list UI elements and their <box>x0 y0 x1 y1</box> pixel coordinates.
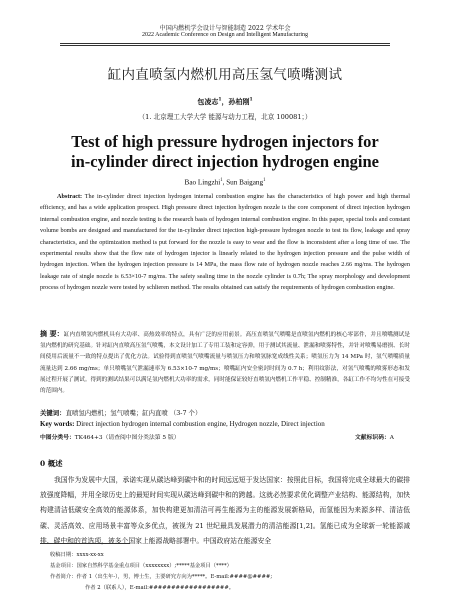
abstract-en <box>40 191 410 294</box>
keywords-en <box>40 420 410 428</box>
title-en-line-1: Test of high pressure hydrogen injectors for <box>71 132 379 151</box>
section-heading: 0 概述 <box>40 459 63 468</box>
abstract-zh-text: 缸内直喷氢内燃机具有大功率、高热效率的特点，具有广泛的应用前景。高压直喷氢气喷嘴是直喷氢内燃机的核心零部件，并且喷嘴测试是氢内燃机的研究基础。针对缸内直喷高压氢气喷嘴，本文设计加工了专用工装和定容弹，用于测试其流量、泄漏和喷雾特性，并针对喷嘴易磨损、长时间使用后流量不一致的特点提出了优化方法。试验得到直喷氢气喷嘴流量与喷氢压力和喷氢脉宽成线性关系；喷氢压力为 14 MPa 时，氢气喷嘴质量流量达到 2.66 mg/ms；单只喷嘴氢气泄漏速率为 6.53×10-7 mg/ms；喷嘴缸内安全密封时间为 0.7 h；利用纹影法，对氢气喷嘴的喷雾形态和发展过程开展了测试。得到的测试结果可以满足氢内燃机大功率的需求，同时能保证较好直喷氢内燃机工作平稳、控制精准，各缸工作不均匀性在可接受的范围内。 <box>40 332 410 395</box>
author-2-zh-affil: 1 <box>249 97 253 103</box>
keywords-zh-text: 直喷氢内燃机；氢气喷嘴；缸内直喷 （3-7 个） <box>65 409 202 417</box>
footnote-author-info-2: 作者 2（联系人），E-mail:##################。 <box>85 585 235 591</box>
document-code-value: A <box>389 435 394 441</box>
keywords-en-label: Key words: <box>40 420 75 428</box>
author-separator-en: , <box>222 178 227 187</box>
author-1-zh: 包凌志 <box>197 97 219 106</box>
footnote-author-info: 作者简介：作者 1（出生年-），男，博士生，主要研究方向为*****。E-mail:####@####; <box>50 574 273 580</box>
abstract-zh <box>40 328 410 397</box>
keywords-zh <box>40 408 410 417</box>
conference-header-zh: 中国内燃机学会设计与智能制造 2022 学术年会 <box>159 25 291 32</box>
author-1-en: Bao Lingzhi <box>184 178 221 187</box>
footnote-received: 收稿日期：xxxx-xx-xx <box>50 552 104 558</box>
abstract-zh-label: 摘 要： <box>40 329 64 338</box>
header-rule-bottom <box>60 45 390 46</box>
section-body: 我国作为发展中大国，承诺实现从碳达峰到碳中和的时间远远短于发达国家：按照此目标，我国将完成全球最大的碳排放强度降幅，并用全球历史上的最短时间实现从碳达峰到碳中和的跨越。这就必然要求优化调整产业结构、能源结构，加快构建清洁低碳安全高效的能源体系，加快构建更加清洁可再生能源为主的能源发展新格局，而氢能因为来源多样、清洁低碳、灵活高效、应用场景丰富等众多优点，被视为 21 世纪最具发展潜力的清洁能源[1,2]。氢能已成为全球新一轮能源减排、碳中和的首选项，被多个国家上能源战略部署中。中国政府站在能源安全 <box>40 476 410 545</box>
title-en-line-2: in-cylinder direct injection hydrogen engine <box>71 152 379 171</box>
title-zh: 缸内直喷氢内燃机用高压氢气喷嘴测试 <box>107 67 343 83</box>
keywords-en-text: Direct injection hydrogen internal combustion engine, Hydrogen nozzle, Direct injection <box>76 420 325 428</box>
author-2-en-affil: 1 <box>263 178 266 183</box>
abstract-en-text: The in-cylinder direct injection hydrogen internal combustion engine has the characteristics of high power and high thermal efficiency, and has a wide application prospect. High pressure direct injection hydrogen nozzle is the core component of direct injection hydrogen internal combustion engine, and nozzle testing is the research basis of hydrogen internal combustion engine. In this paper, special tools and constant volume bombs are designed and manufactured for the in-cylinder direct injection high-pressure hydrogen nozzle to test its flow, leakage and spray characteristics, and the optimization method is put forward for the nozzle is easy to wear and the flow is inconsistent after a long time of use. The experimental results show that the flow rate of hydrogen injector is linearly related to the hydrogen injection pressure and the pulse width of hydrogen injection. When the hydrogen injection pressure is 14 MPa, the mass flow rate of hydrogen nozzle reaches 2.66 mg/ms. The hydrogen leakage rate of single nozzle is 6.53×10-7 mg/ms. The safety sealing time in the nozzle cylinder is 0.7h; The spray morphology and development process of hydrogen nozzle were tested by schlieren method. The results obtained can satisfy the requirements of hydrogen combustion engine. <box>40 193 410 292</box>
classification-row <box>40 432 410 441</box>
author-1-zh-affil: 1 <box>218 97 222 103</box>
document-code-label: 文献标识码： <box>355 435 390 441</box>
author-2-en: Sun Baigang <box>226 178 264 187</box>
authors-zh <box>0 97 450 107</box>
conference-header-en: 2022 Academic Conference on Design and Intelligent Manufacturing <box>141 32 309 38</box>
author-2-zh: 孙柏刚 <box>228 97 250 106</box>
keywords-zh-label: 关键词： <box>40 409 66 417</box>
title-en <box>0 132 450 172</box>
clc-label: 中图分类号： <box>40 435 75 441</box>
document-code <box>355 432 394 441</box>
footnote-funding: 基金项目：国家自然科学基金重点项目（xxxxxxxx）;*****基金项目（****） <box>50 563 232 569</box>
affiliation-zh: （1. 北京理工大学大学 能源与动力工程，北京 100081；） <box>138 113 312 121</box>
header-rule-top <box>60 43 390 44</box>
clc-value: TK464+3（请查阅中图分类法第 5 版） <box>74 435 180 441</box>
abstract-en-label: Abstract: <box>57 193 83 200</box>
author-separator-zh: ， <box>221 97 229 106</box>
author-1-en-affil: 1 <box>220 178 223 183</box>
footnote-rule <box>40 543 130 544</box>
authors-en <box>0 178 450 186</box>
